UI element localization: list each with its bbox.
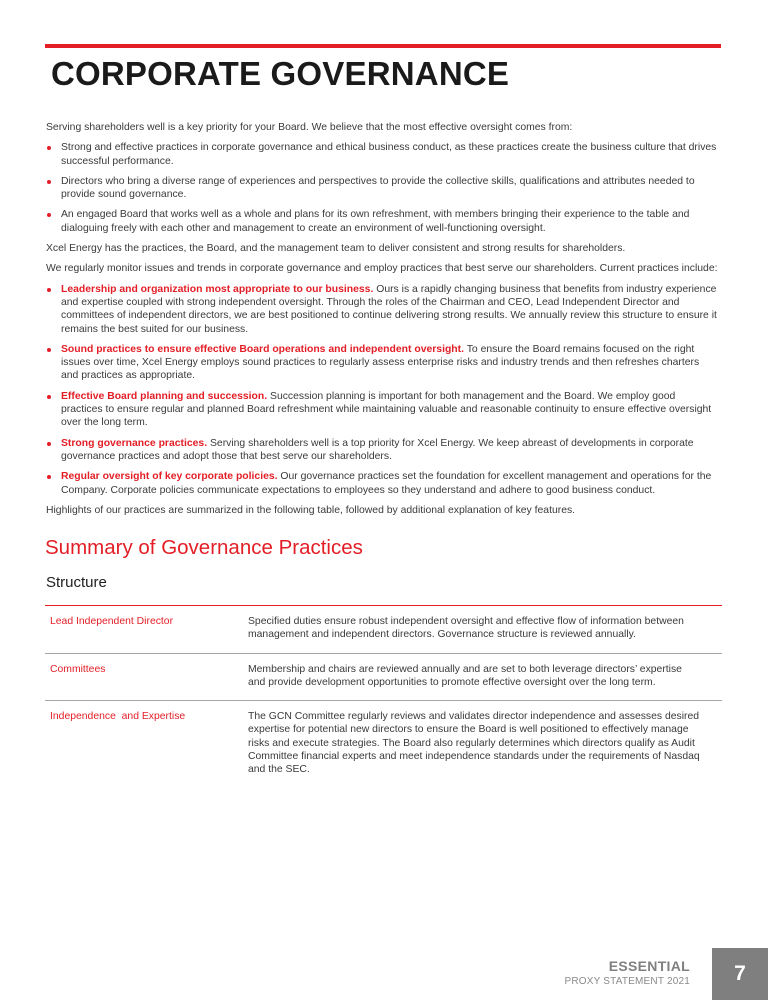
row-description: Specified duties ensure robust independent oversight and effective flow of information between management and independent directors. Governance structure is reviewed annually. (248, 616, 684, 641)
section-heading: Summary of Governance Practices (45, 536, 363, 559)
practice-text: Ours is a rapidly changing business that benefits from industry experience and expertise coupled with strong independent oversight. Through the roles of the Chairman and CEO, Lead Independent Director and committees of independent directors, we are best positioned to continue delivering strong results. We annually review this structure to ensure it remains the best suited for our business. (61, 283, 717, 335)
governance-table (45, 605, 722, 788)
footer-brand-name: ESSENTIAL (608, 958, 690, 974)
sub-heading: Structure (46, 574, 107, 591)
list-item (46, 437, 718, 464)
practice-text: Serving shareholders well is a top priority for Xcel Energy. We keep abreast of developments in corporate governance practices and adopt those that best serve our shareholders. (61, 437, 694, 462)
header-rule (45, 44, 721, 48)
practice-heading: Effective Board planning and succession. (61, 390, 268, 402)
page-number: 7 (734, 962, 746, 985)
row-label: Committees (50, 663, 106, 675)
practice-heading: Regular oversight of key corporate policies. (61, 471, 278, 483)
body-content (46, 121, 718, 524)
list-item: Strong and effective practices in corporate governance and ethical business conduct, as these practices create the business culture that drives successful performance. (46, 141, 718, 168)
practice-text: Our governance practices set the foundation for excellent management and operations for the Company. Corporate policies communicate expectations to employees so they understand and adhere to good business conduct. (61, 471, 712, 496)
bullet-icon (47, 348, 51, 352)
intro-paragraph: Serving shareholders well is a key priority for your Board. We believe that the most effective oversight comes from: (46, 122, 573, 133)
row-label: Independence and Expertise (50, 711, 186, 723)
table-row (45, 654, 722, 702)
page-title: CORPORATE GOVERNANCE (51, 55, 510, 92)
practices-closing-paragraph: Highlights of our practices are summarized in the following table, followed by additional explanation of key features. (46, 504, 576, 516)
intro-bullet-list (46, 141, 718, 235)
bullet-icon (47, 288, 51, 292)
practice-heading: Strong governance practices. (61, 437, 208, 449)
practices-paragraph: We regularly monitor issues and trends in corporate governance and employ practices that best serve our shareholders. Current practices include: (46, 263, 718, 275)
row-description: Membership and chairs are reviewed annually and are set to both leverage directors’ expertise and provide development opportunities to promote effective oversight over the long term. (248, 663, 682, 688)
row-description: The GCN Committee regularly reviews and validates director independence and assesses desired expertise for potential new directors to ensure the Board is well positioned to effectively manage risks and execute strategies. The Board also regularly determines which directors qualify as Audit Committee financial experts and meet independence standards under the requirements of Nasdaq and the SEC. (248, 711, 700, 776)
footer-document-name: PROXY STATEMENT 2021 (564, 976, 690, 987)
list-item (46, 283, 718, 336)
bullet-icon (47, 213, 51, 217)
list-item (46, 390, 718, 430)
practice-heading: Leadership and organization most appropriate to our business. (61, 283, 374, 295)
bullet-icon (47, 442, 51, 446)
practice-text: Succession planning is important for both management and the Board. We employ good practices to ensure regular and planned Board refreshment while maintaining valuable and reasonable continuity to ensure effective oversight over the long term. (61, 390, 712, 429)
bullet-icon (47, 395, 51, 399)
list-item: An engaged Board that works well as a whole and plans for its own refreshment, with members bringing their experience to the table and dialoguing freely with each other and management to create an environment of well-functioning oversight. (46, 208, 718, 235)
bullet-icon (47, 475, 51, 479)
table-row (45, 606, 722, 654)
bullet-icon (47, 180, 51, 184)
page-number-box (712, 948, 768, 1000)
practice-heading: Sound practices to ensure effective Board operations and independent oversight. (61, 343, 465, 355)
intro-closing-paragraph: Xcel Energy has the practices, the Board, and the management team to deliver consistent and strong results for shareholders. (46, 243, 626, 255)
list-item: Directors who bring a diverse range of experiences and perspectives to provide the collective skills, qualifications and attributes needed to provide sound governance. (46, 175, 718, 202)
footer-brand (564, 958, 690, 988)
list-item (46, 470, 718, 497)
practice-text: To ensure the Board remains focused on the right issues over time, Xcel Energy employs sound practices to regularly assess enterprise risks and industry trends and then refreshes charters and practices as appropriate. (61, 343, 700, 382)
bullet-icon (47, 146, 51, 150)
practices-bullet-list (46, 283, 718, 497)
row-label: Lead Independent Director (50, 616, 174, 627)
list-item (46, 343, 718, 383)
table-row (45, 701, 722, 787)
